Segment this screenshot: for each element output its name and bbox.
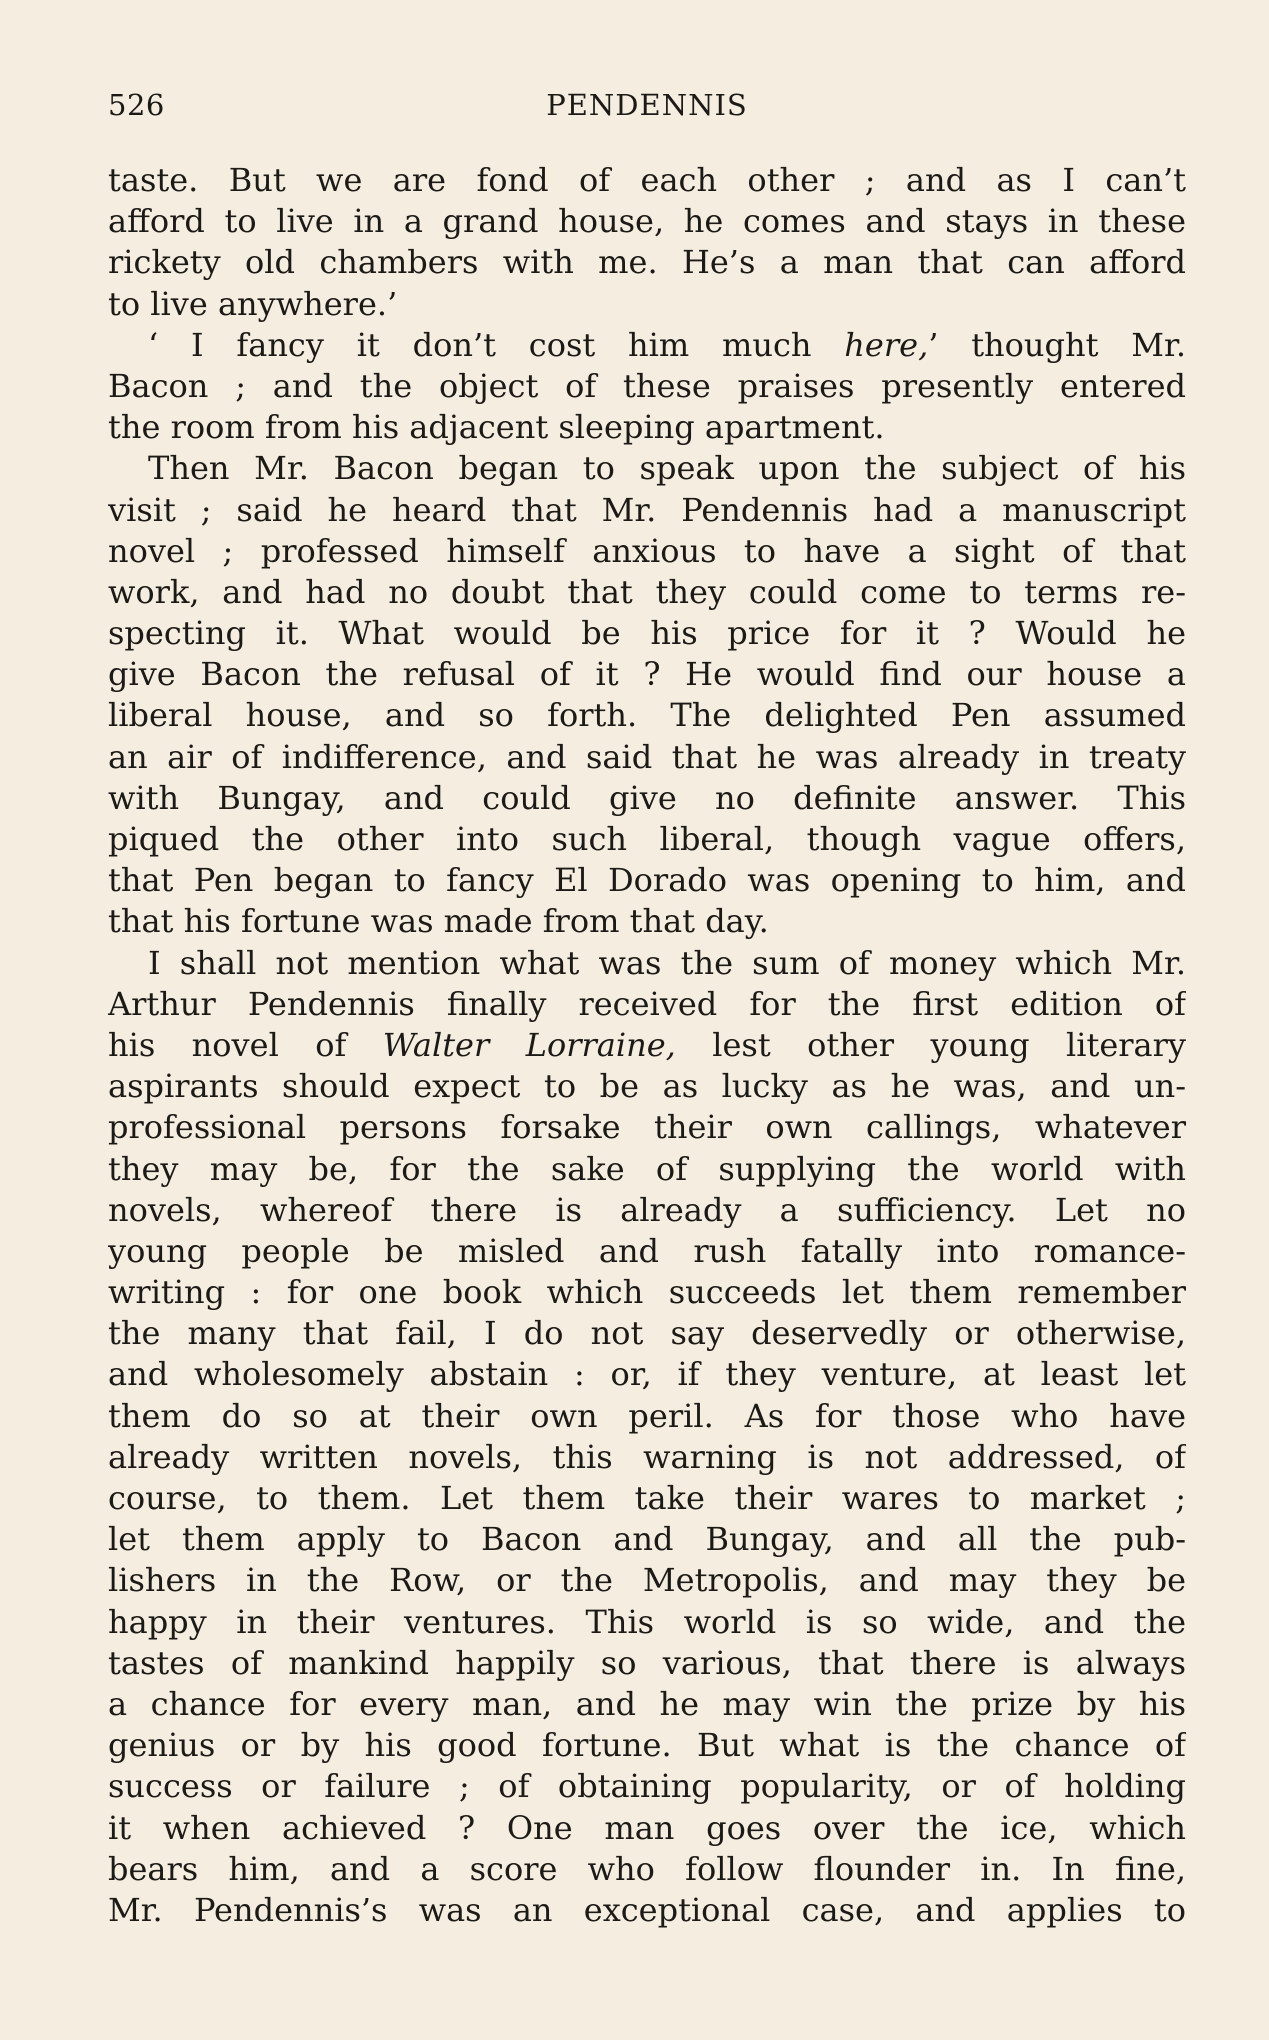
text-line: and wholesomely abstain : or, if they venture, at least let xyxy=(108,1355,1186,1394)
text-line: it when achieved ? One man goes over the ice, which xyxy=(108,1808,1186,1847)
text-line: them do so at their own peril. As for those who have xyxy=(108,1396,1186,1435)
text-line: specting it. What would be his price for it ? Would he xyxy=(108,614,1186,653)
text-line: taste. But we are fond of each other ; and as I can’t xyxy=(108,161,1186,199)
text-line: a chance for every man, and he may win the prize by his xyxy=(108,1684,1186,1723)
page-number: 526 xyxy=(108,88,165,122)
text-line: novels, whereof there is already a sufficiency. Let no xyxy=(108,1190,1186,1229)
text-line: Then Mr. Bacon began to speak upon the subject of his xyxy=(148,449,1186,488)
text-line: novel ; professed himself anxious to have a sight of that xyxy=(108,531,1186,570)
text-line: happy in their ventures. This world is so wide, and the xyxy=(108,1602,1186,1641)
text-line: rickety old chambers with me. He’s a man that can afford xyxy=(108,243,1186,282)
text-segment: ‘ I fancy it don’t cost him much xyxy=(148,325,845,364)
text-line: the many that fail, I do not say deservedly or otherwise, xyxy=(108,1314,1186,1353)
text-line: Mr. Pendennis’s was an exceptional case, and applies to xyxy=(108,1890,1186,1929)
italic-text: Walter Lorraine, xyxy=(382,1025,676,1064)
book-title: PENDENNIS xyxy=(546,88,748,122)
running-head xyxy=(108,84,1186,126)
text-line: to live anywhere.’ xyxy=(108,284,398,323)
text-line: genius or by his good fortune. But what is the chance of xyxy=(108,1726,1186,1765)
text-line: that Pen began to fancy El Dorado was opening to him, and xyxy=(108,861,1186,900)
text-line: work, and had no doubt that they could come to terms re- xyxy=(108,572,1186,611)
text-line: aspirants should expect to be as lucky as he was, and un- xyxy=(108,1067,1186,1106)
text-line xyxy=(108,1025,1186,1066)
text-line: bears him, and a score who follow flounder in. In fine, xyxy=(108,1849,1186,1888)
text-line: that his fortune was made from that day. xyxy=(108,902,769,941)
text-line: the room from his adjacent sleeping apartment. xyxy=(108,408,885,447)
text-line: I shall not mention what was the sum of money which Mr. xyxy=(148,943,1186,982)
text-segment: lest other young literary xyxy=(675,1025,1186,1064)
text-segment: ’ thought Mr. xyxy=(928,325,1186,364)
text-line: an air of indifference, and said that he was already in treaty xyxy=(108,737,1186,776)
text-line: lishers in the Row, or the Metropolis, and may they be xyxy=(108,1561,1186,1600)
text-line: professional persons forsake their own callings, whatever xyxy=(108,1108,1186,1147)
text-segment: his novel of xyxy=(108,1025,383,1064)
text-line: tastes of mankind happily so various, that there is always xyxy=(108,1643,1186,1682)
text-line: success or failure ; of obtaining popularity, or of holding xyxy=(108,1767,1186,1806)
text-line: Arthur Pendennis finally received for the first edition of xyxy=(108,984,1186,1023)
text-line: they may be, for the sake of supplying the world with xyxy=(108,1149,1186,1188)
text-line: liberal house, and so forth. The delighted Pen assumed xyxy=(108,696,1186,735)
text-line: visit ; said he heard that Mr. Pendennis had a manuscript xyxy=(108,490,1186,529)
text-line: with Bungay, and could give no definite answer. This xyxy=(108,778,1186,817)
text-line: give Bacon the refusal of it ? He would find our house a xyxy=(108,655,1186,694)
text-line: young people be misled and rush fatally into romance- xyxy=(108,1231,1186,1270)
text-line: Bacon ; and the object of these praises presently entered xyxy=(108,366,1186,405)
italic-text: here, xyxy=(844,325,929,364)
body-text xyxy=(108,160,1186,1931)
text-line: piqued the other into such liberal, though vague offers, xyxy=(108,820,1186,858)
text-line: afford to live in a grand house, he comes and stays in these xyxy=(108,202,1186,241)
text-line xyxy=(108,325,1186,366)
text-line: already written novels, this warning is not addressed, of xyxy=(108,1437,1186,1476)
text-line: course, to them. Let them take their wares to market ; xyxy=(108,1479,1186,1517)
text-line: let them apply to Bacon and Bungay, and all the pub- xyxy=(108,1520,1186,1559)
text-line: writing : for one book which succeeds let them remember xyxy=(108,1273,1186,1312)
